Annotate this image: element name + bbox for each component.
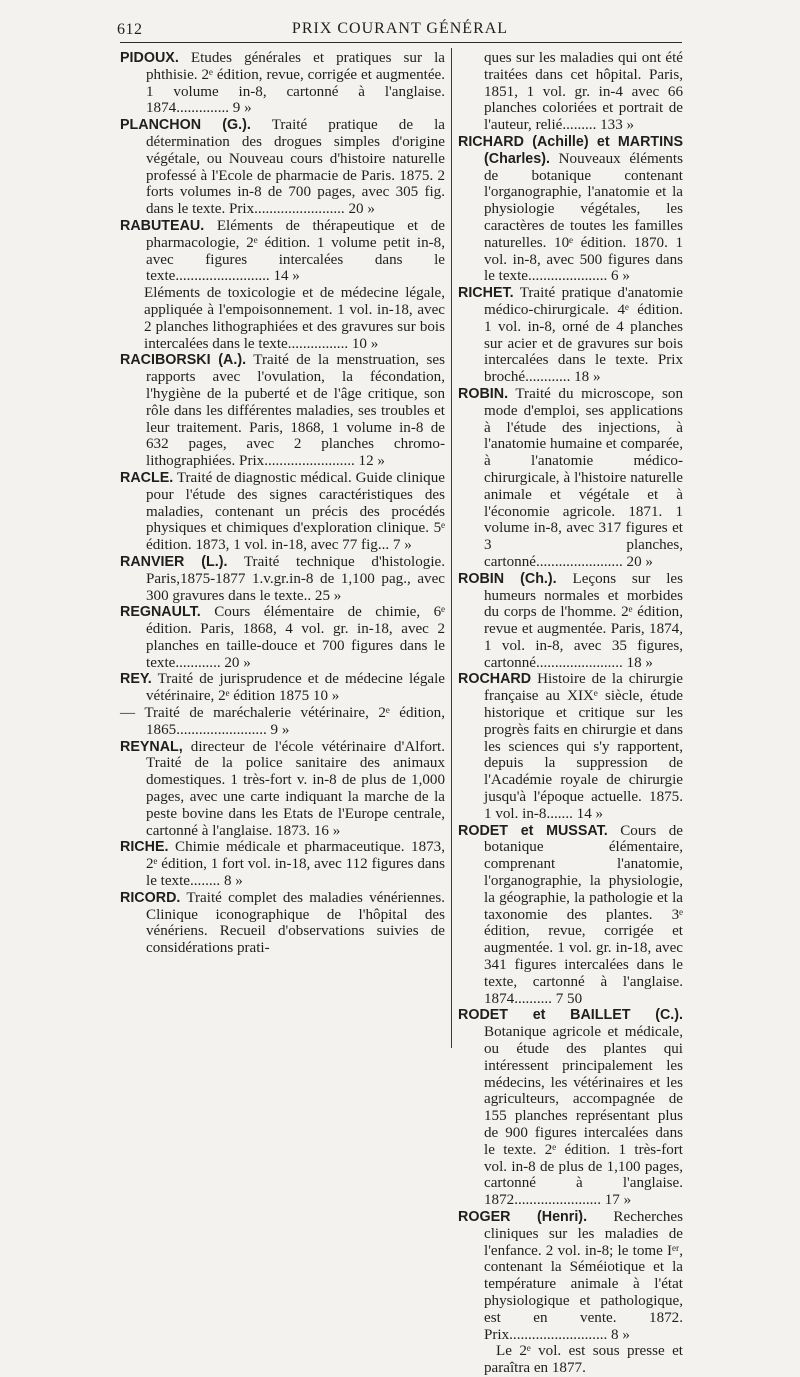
catalog-entry	[120, 470, 445, 554]
entry-text: Recherches cliniques sur les maladies de l'enfance. 2 vol. in-8; le tome Iᵉʳ, contenant la Séméiotique et la température animale à l'état physiologique et pathologique, est en vente. 1872. Prix.......................... 8 »	[484, 1208, 683, 1343]
entry-author: PLANCHON (G.).	[120, 117, 251, 134]
catalog-entry	[120, 604, 445, 671]
entry-author: RACIBORSKI (A.).	[120, 352, 247, 369]
catalog-entry	[458, 571, 683, 672]
entry-author: PIDOUX.	[120, 50, 179, 66]
entry-text: Eléments de toxicologie et de médecine légale, appliquée à l'empoisonnement. 1 vol. in-18, avec 2 planches lithographiées et des gravures sur bois intercalées dans le texte................ 10 »	[144, 285, 445, 352]
catalog-entry-continued	[458, 50, 683, 134]
catalog-entry	[120, 839, 445, 889]
entry-text: Traité de diagnostic médical. Guide clinique pour l'étude des signes caractéristiques des maladies, contenant un précis des procédés physiques et chimiques d'exploration clinique. 5ᵉ édition. 1873, 1 vol. in-18, avec 77 fig... 7 »	[146, 469, 445, 554]
entry-author: ROBIN.	[458, 385, 509, 402]
catalog-entry	[458, 1209, 683, 1343]
catalog-entry	[120, 739, 445, 840]
entry-text: Traité complet des maladies vénériennes. Clinique iconographique de l'hôpital des vénériens. Recueil d'observations suivies de considérations prati-	[146, 889, 445, 957]
entry-author: REY.	[120, 671, 152, 688]
catalog-entry	[458, 1007, 683, 1209]
header-rule	[120, 42, 682, 43]
catalog-entry	[458, 823, 683, 1008]
entry-author: RODET et BAILLET (C.).	[458, 1007, 683, 1024]
catalog-entry	[120, 671, 445, 705]
entry-author: RICHET.	[458, 285, 514, 302]
entry-author: RICORD.	[120, 889, 181, 906]
right-column	[458, 50, 683, 1377]
catalog-entry	[458, 285, 683, 386]
left-column	[120, 50, 445, 957]
entry-author: ROBIN (Ch.).	[458, 570, 557, 587]
entry-text: — Traité de maréchalerie vétérinaire, 2ᵉ édition, 1865........................ 9 »	[120, 705, 445, 738]
entry-text: ques sur les maladies qui ont été traitées dans cet hôpital. Paris, 1851, 1 vol. gr. in-4 avec 66 planches coloriées et portrait de l'auteur, relié......... 133 »	[484, 50, 683, 134]
entry-text: Nouveaux éléments de botanique contenant l'organographie, l'anatomie et la physiologie végétales, les caractères de toutes les familles naturelles. 10ᵉ édition. 1870. 1 vol. in-8, avec 500 figures dans le texte..................... 6 »	[484, 150, 683, 285]
catalog-entry	[120, 554, 445, 604]
entry-text: Traité pratique d'anatomie médico-chirurgicale. 4ᵉ édition. 1 vol. in-8, orné de 4 planches sur acier et de gravures sur bois intercalées dans le texte. Prix broché............ 18 »	[484, 285, 683, 386]
catalog-entry	[120, 50, 445, 117]
entry-author: REYNAL,	[120, 738, 183, 755]
catalog-entry	[120, 117, 445, 218]
entry-author: RICHARD (Achille) et MARTINS (Charles).	[458, 133, 683, 167]
entry-text: Traité de jurisprudence et de médecine légale vétérinaire, 2ᵉ édition 1875 10 »	[146, 671, 445, 705]
entry-text: Cours de botanique élémentaire, comprenant l'anatomie, l'organographie, la physiologie, la géographie, la pathologie et la taxonomie des plantes. 3ᵉ édition, revue, corrigée et augmentée. 1 vol. gr. in-18, avec 341 figures intercalées dans le texte, cartonné à l'anglaise. 1874.......... 7 50	[484, 822, 683, 1007]
catalog-entry	[120, 890, 445, 957]
entry-author: RABUTEAU.	[120, 217, 205, 234]
entry-text: Botanique agricole et médicale, ou étude des plantes qui intéressent principalement les médecins, les vétérinaires et les agriculteurs, accompagnée de 155 planches représentant plus de 900 figures intercalées dans le texte. 2ᵉ édition. 1 très-fort vol. in-8 de plus de 1,100 pages, cartonné à l'anglaise. 1872....................... 17 »	[484, 1024, 683, 1209]
page-header	[0, 0, 800, 40]
entry-text: Cours élémentaire de chimie, 6ᵉ édition. Paris, 1868, 4 vol. gr. in-18, avec 2 planches en taille-douce et 700 figures dans le texte............ 20 »	[146, 604, 445, 671]
catalog-entry	[120, 218, 445, 285]
catalog-entry	[458, 134, 683, 285]
entry-author: RICHE.	[120, 839, 169, 856]
catalog-entry	[458, 671, 683, 822]
entry-text: Traité du microscope, son mode d'emploi, ses applications à l'étude des injections, à l'anatomie humaine et comparée, à l'anatomie médico-chirurgicale, à l'histoire naturelle animale et végétale et à l'économie agricole. 1871. 1 volume in-8, avec 317 figures et 3 planches, cartonné....................... 20 »	[484, 385, 683, 570]
entry-text: Leçons sur les humeurs normales et morbides du corps de l'homme. 2ᵉ édition, revue et augmentée. Paris, 1874, 1 vol. in-8, avec 35 figures, cartonné....................... 18 »	[484, 570, 683, 671]
entry-text: Histoire de la chirurgie française au XIXᵉ siècle, étude historique et critique sur les progrès faits en chirurgie et dans les sciences qui s'y rapportent, depuis la suppression de l'Académie royale de chirurgie jusqu'à l'époque actuelle. 1875. 1 vol. in-8....... 14 »	[484, 671, 683, 822]
column-divider	[451, 48, 452, 1048]
page-number: 612	[117, 21, 143, 38]
entry-text: Traité de la menstruation, ses rapports avec l'ovulation, la fécondation, l'hygiène de la puberté et de l'âge critique, son rôle dans les différentes maladies, ses troubles et leur traitement. Paris, 1868, 1 volume in-8 de 632 pages, avec 2 planches chromo-lithographiées. Prix........................ 12 »	[146, 352, 445, 470]
entry-text: Traité pratique de la détermination des drogues simples d'origine végétale, ou Nouveau cours d'histoire naturelle professé à l'Ecole de pharmacie de Paris. 1875. 2 forts volumes in-8 de 700 pages, avec 305 fig. dans le texte. Prix........................ 20 »	[146, 117, 445, 218]
entry-text: Etudes générales et pratiques sur la phthisie. 2ᵉ édition, revue, corrigée et augmentée. 1 volume in-8, cartonné à l'anglaise. 1874.............. 9 »	[146, 50, 445, 117]
catalog-entry	[120, 285, 445, 352]
catalog-note	[458, 1343, 683, 1377]
entry-text: Eléments de thérapeutique et de pharmacologie, 2ᵉ édition. 1 volume petit in-8, avec figures intercalées dans le texte......................... 14 »	[146, 217, 445, 285]
entry-author: REGNAULT.	[120, 604, 201, 621]
entry-text: directeur de l'école vétérinaire d'Alfort. Traité de la police sanitaire des animaux domestiques. 1 très-fort v. in-8 de plus de 1,000 pages, avec une carte indiquant la marche de la peste bovine dans les Etats de l'Europe centrale, cartonné à l'anglaise. 1873. 16 »	[146, 738, 445, 839]
catalog-entry	[120, 705, 445, 739]
entry-author: ROGER (Henri).	[458, 1208, 588, 1225]
running-title: PRIX COURANT GÉNÉRAL	[291, 20, 509, 37]
entry-author: RODET et MUSSAT.	[458, 822, 608, 839]
catalog-entry	[458, 386, 683, 571]
entry-text: Chimie médicale et pharmaceutique. 1873, 2ᵉ édition, 1 fort vol. in-18, avec 112 figures dans le texte........ 8 »	[146, 839, 445, 890]
entry-author: RANVIER (L.).	[120, 553, 228, 570]
entry-author: RACLE.	[120, 469, 174, 486]
entry-text: Le 2ᵉ vol. est sous presse et paraîtra en 1877.	[484, 1343, 683, 1377]
entry-text: Traité technique d'histologie. Paris,1875-1877 1.v.gr.in-8 de 1,100 pag., avec 300 gravures dans le texte.. 25 »	[146, 553, 445, 604]
entry-author: ROCHARD	[458, 671, 532, 688]
catalog-entry	[120, 352, 445, 470]
